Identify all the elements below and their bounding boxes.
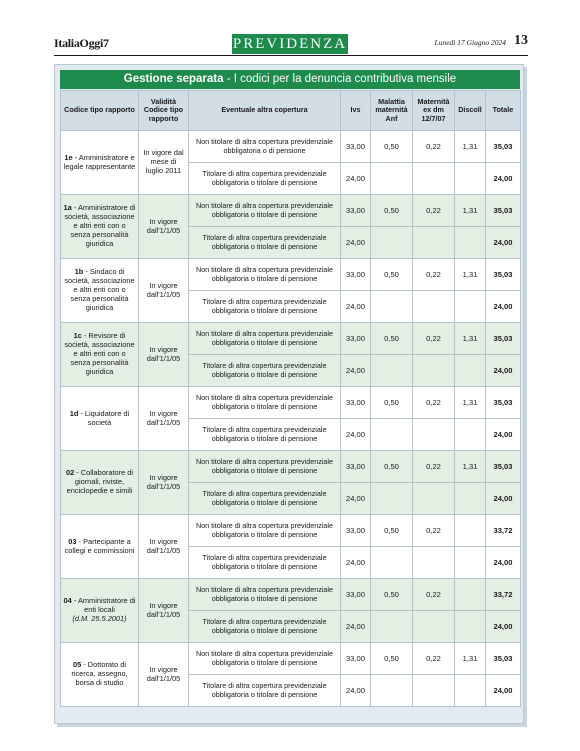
coverage-cell: Non titolare di altra copertura previdenziale obbligatoria o di pensione [189, 131, 341, 163]
type-code-cell: 05 - Dottorato di ricerca, assegno, borsa di studio [61, 643, 139, 707]
discoll-cell [455, 227, 486, 259]
total-cell: 24,00 [486, 675, 521, 707]
discoll-cell: 1,31 [455, 323, 486, 355]
table-panel [54, 64, 524, 724]
coverage-cell: Titolare di altra copertura previdenziale obbligatoria o titolare di pensione [189, 611, 341, 643]
ivs-cell: 33,00 [341, 451, 371, 483]
maternita-cell: 0,22 [413, 259, 455, 291]
total-cell: 24,00 [486, 611, 521, 643]
table-row [61, 131, 521, 163]
ivs-cell: 24,00 [341, 419, 371, 451]
validity-cell: In vigore dall'1/1/05 [139, 387, 189, 451]
table-row [61, 195, 521, 227]
malattia-cell: 0,50 [371, 195, 413, 227]
column-header: Ivs [341, 91, 371, 131]
type-code-cell: 1e - Amministratore e legale rappresentante [61, 131, 139, 195]
ivs-cell: 24,00 [341, 675, 371, 707]
validity-cell: In vigore dall'1/1/05 [139, 323, 189, 387]
ivs-cell: 33,00 [341, 643, 371, 675]
ivs-cell: 24,00 [341, 547, 371, 579]
total-cell: 35,03 [486, 259, 521, 291]
ivs-cell: 33,00 [341, 195, 371, 227]
column-header: Totale [486, 91, 521, 131]
banner-subtitle: - I codici per la denuncia contributiva mensile [223, 73, 457, 85]
malattia-cell: 0,50 [371, 131, 413, 163]
type-code-cell: 1c - Revisore di società, associazione e altri enti con o senza personalità giuridica [61, 323, 139, 387]
column-header: Malattia maternità Anf [371, 91, 413, 131]
ivs-cell: 33,00 [341, 579, 371, 611]
type-code: 1a [63, 203, 72, 213]
total-cell: 35,03 [486, 643, 521, 675]
total-cell: 35,03 [486, 195, 521, 227]
ivs-cell: 24,00 [341, 227, 371, 259]
malattia-cell: 0,50 [371, 387, 413, 419]
coverage-cell: Non titolare di altra copertura previdenziale obbligatoria o titolare di pensione [189, 643, 341, 675]
column-header: Discoll [455, 91, 486, 131]
table-row [61, 323, 521, 355]
type-description: Amministratore di enti locali [77, 596, 136, 615]
discoll-cell: 1,31 [455, 259, 486, 291]
type-code: 02 [66, 468, 75, 478]
coverage-cell: Titolare di altra copertura previdenziale obbligatoria o titolare di pensione [189, 547, 341, 579]
issue-date: Lunedì 17 Giugno 2024 [434, 38, 506, 47]
masthead [54, 32, 528, 54]
malattia-cell [371, 483, 413, 515]
coverage-cell: Titolare di altra copertura previdenziale obbligatoria o titolare di pensione [189, 419, 341, 451]
coverage-cell: Titolare di altra copertura previdenziale obbligatoria o titolare di pensione [189, 227, 341, 259]
ivs-cell: 33,00 [341, 131, 371, 163]
column-header: Codice tipo rapporto [61, 91, 139, 131]
type-description: Liquidatore di società [84, 408, 130, 427]
malattia-cell: 0,50 [371, 515, 413, 547]
total-cell: 24,00 [486, 483, 521, 515]
coverage-cell: Titolare di altra copertura previdenziale obbligatoria o titolare di pensione [189, 355, 341, 387]
type-description: Collaboratore di giornali, riviste, enciclopedie e simili [66, 468, 133, 495]
total-cell: 33,72 [486, 579, 521, 611]
maternita-cell [413, 163, 455, 195]
total-cell: 24,00 [486, 163, 521, 195]
maternita-cell [413, 291, 455, 323]
ivs-cell: 33,00 [341, 387, 371, 419]
discoll-cell: 1,31 [455, 387, 486, 419]
coverage-cell: Non titolare di altra copertura previdenziale obbligatoria o titolare di pensione [189, 451, 341, 483]
type-description: Revisore di società, associazione e altri enti con o senza personalità giuridica [64, 331, 135, 376]
discoll-cell [455, 579, 486, 611]
ivs-cell: 33,00 [341, 323, 371, 355]
page-number: 13 [514, 33, 528, 48]
ivs-cell: 24,00 [341, 611, 371, 643]
table-row [61, 515, 521, 547]
total-cell: 24,00 [486, 291, 521, 323]
contribution-codes-table [60, 90, 521, 707]
table-row [61, 643, 521, 675]
malattia-cell [371, 547, 413, 579]
malattia-cell: 0,50 [371, 259, 413, 291]
column-header: Maternità ex dm 12/7/07 [413, 91, 455, 131]
ivs-cell: 33,00 [341, 259, 371, 291]
table-body [61, 131, 521, 707]
discoll-cell: 1,31 [455, 131, 486, 163]
total-cell: 24,00 [486, 547, 521, 579]
type-code-cell: 1a - Amministratore di società, associazione e altri enti con o senza personalità giuridica [61, 195, 139, 259]
coverage-cell: Non titolare di altra copertura previdenziale obbligatoria o titolare di pensione [189, 579, 341, 611]
header-rule [54, 55, 528, 56]
maternita-cell [413, 355, 455, 387]
brand-logo: ItaliaOggi7 [54, 36, 109, 50]
coverage-cell: Non titolare di altra copertura previdenziale obbligatoria o titolare di pensione [189, 387, 341, 419]
coverage-cell: Non titolare di altra copertura previdenziale obbligatoria o titolare di pensione [189, 195, 341, 227]
discoll-cell [455, 483, 486, 515]
table-row [61, 451, 521, 483]
coverage-cell: Titolare di altra copertura previdenziale obbligatoria o titolare di pensione [189, 291, 341, 323]
discoll-cell: 1,31 [455, 451, 486, 483]
type-code: 1b [74, 267, 84, 277]
type-description: Dottorato di ricerca, assegno, borsa di studio [71, 660, 128, 687]
discoll-cell: 1,31 [455, 643, 486, 675]
type-code-cell: 02 - Collaboratore di giornali, riviste, enciclopedie e simili [61, 451, 139, 515]
column-header: Validità Codice tipo rapporto [139, 91, 189, 131]
malattia-cell [371, 675, 413, 707]
maternita-cell [413, 547, 455, 579]
maternita-cell [413, 227, 455, 259]
type-code-cell: 03 - Partecipante a collegi e commissioni [61, 515, 139, 579]
section-title: PREVIDENZA [232, 36, 348, 52]
coverage-cell: Non titolare di altra copertura previdenziale obbligatoria o titolare di pensione [189, 259, 341, 291]
malattia-cell: 0,50 [371, 323, 413, 355]
type-description: Partecipante a collegi e commissioni [64, 536, 135, 555]
discoll-cell [455, 611, 486, 643]
column-header: Eventuale altra copertura [189, 91, 341, 131]
ivs-cell: 24,00 [341, 163, 371, 195]
maternita-cell: 0,22 [413, 131, 455, 163]
total-cell: 24,00 [486, 419, 521, 451]
maternita-cell: 0,22 [413, 451, 455, 483]
discoll-cell [455, 547, 486, 579]
type-code-cell: 04 - Amministratore di enti locali (d.M. 25.5.2001) [61, 579, 139, 643]
total-cell: 24,00 [486, 355, 521, 387]
malattia-cell: 0,50 [371, 451, 413, 483]
type-code: 1c [73, 331, 82, 341]
maternita-cell [413, 419, 455, 451]
ivs-cell: 24,00 [341, 355, 371, 387]
type-note: (d.M. 25.5.2001) [72, 613, 127, 623]
maternita-cell: 0,22 [413, 323, 455, 355]
coverage-cell: Titolare di altra copertura previdenziale obbligatoria o titolare di pensione [189, 163, 341, 195]
malattia-cell [371, 611, 413, 643]
type-code: 1d [69, 408, 79, 418]
malattia-cell: 0,50 [371, 643, 413, 675]
validity-cell: In vigore dall'1/1/05 [139, 515, 189, 579]
validity-cell: In vigore dall'1/1/05 [139, 579, 189, 643]
validity-cell: In vigore dall'1/1/05 [139, 643, 189, 707]
coverage-cell: Non titolare di altra copertura previdenziale obbligatoria o titolare di pensione [189, 323, 341, 355]
validity-cell: In vigore dal mese di luglio 2011 [139, 131, 189, 195]
discoll-cell [455, 675, 486, 707]
discoll-cell: 1,31 [455, 195, 486, 227]
maternita-cell: 0,22 [413, 515, 455, 547]
type-code: 03 [68, 536, 77, 546]
malattia-cell: 0,50 [371, 579, 413, 611]
discoll-cell [455, 163, 486, 195]
validity-cell: In vigore dall'1/1/05 [139, 195, 189, 259]
malattia-cell [371, 419, 413, 451]
type-description: Sindaco di società, associazione e altri enti con o senza personalità giuridica [64, 267, 135, 312]
total-cell: 35,03 [486, 323, 521, 355]
total-cell: 24,00 [486, 227, 521, 259]
coverage-cell: Titolare di altra copertura previdenziale obbligatoria o titolare di pensione [189, 483, 341, 515]
total-cell: 33,72 [486, 515, 521, 547]
validity-cell: In vigore dall'1/1/05 [139, 259, 189, 323]
malattia-cell [371, 163, 413, 195]
malattia-cell [371, 291, 413, 323]
table-row [61, 387, 521, 419]
table-header-row [61, 91, 521, 131]
malattia-cell [371, 355, 413, 387]
ivs-cell: 33,00 [341, 515, 371, 547]
banner-title: Gestione separata [123, 73, 224, 85]
table-row [61, 579, 521, 611]
maternita-cell: 0,22 [413, 643, 455, 675]
maternita-cell: 0,22 [413, 387, 455, 419]
total-cell: 35,03 [486, 131, 521, 163]
discoll-cell [455, 291, 486, 323]
table-banner [60, 70, 520, 89]
total-cell: 35,03 [486, 387, 521, 419]
maternita-cell: 0,22 [413, 195, 455, 227]
type-description: Amministratore e legale rappresentante [63, 152, 136, 171]
type-code: 04 [63, 596, 72, 606]
type-code: 1e [64, 152, 73, 162]
type-code-cell: 1b - Sindaco di società, associazione e altri enti con o senza personalità giuridica [61, 259, 139, 323]
discoll-cell [455, 515, 486, 547]
type-code: 05 [72, 660, 82, 670]
type-code-cell: 1d - Liquidatore di società [61, 387, 139, 451]
maternita-cell: 0,22 [413, 579, 455, 611]
maternita-cell [413, 611, 455, 643]
maternita-cell [413, 483, 455, 515]
coverage-cell: Non titolare di altra copertura previdenziale obbligatoria o titolare di pensione [189, 515, 341, 547]
malattia-cell [371, 227, 413, 259]
type-description: Amministratore di società, associazione e altri enti con o senza personalità giuridica [64, 203, 136, 248]
ivs-cell: 24,00 [341, 483, 371, 515]
table-row [61, 259, 521, 291]
validity-cell: In vigore dall'1/1/05 [139, 451, 189, 515]
total-cell: 35,03 [486, 451, 521, 483]
discoll-cell [455, 355, 486, 387]
discoll-cell [455, 419, 486, 451]
maternita-cell [413, 675, 455, 707]
ivs-cell: 24,00 [341, 291, 371, 323]
coverage-cell: Titolare di altra copertura previdenziale obbligatoria o titolare di pensione [189, 675, 341, 707]
